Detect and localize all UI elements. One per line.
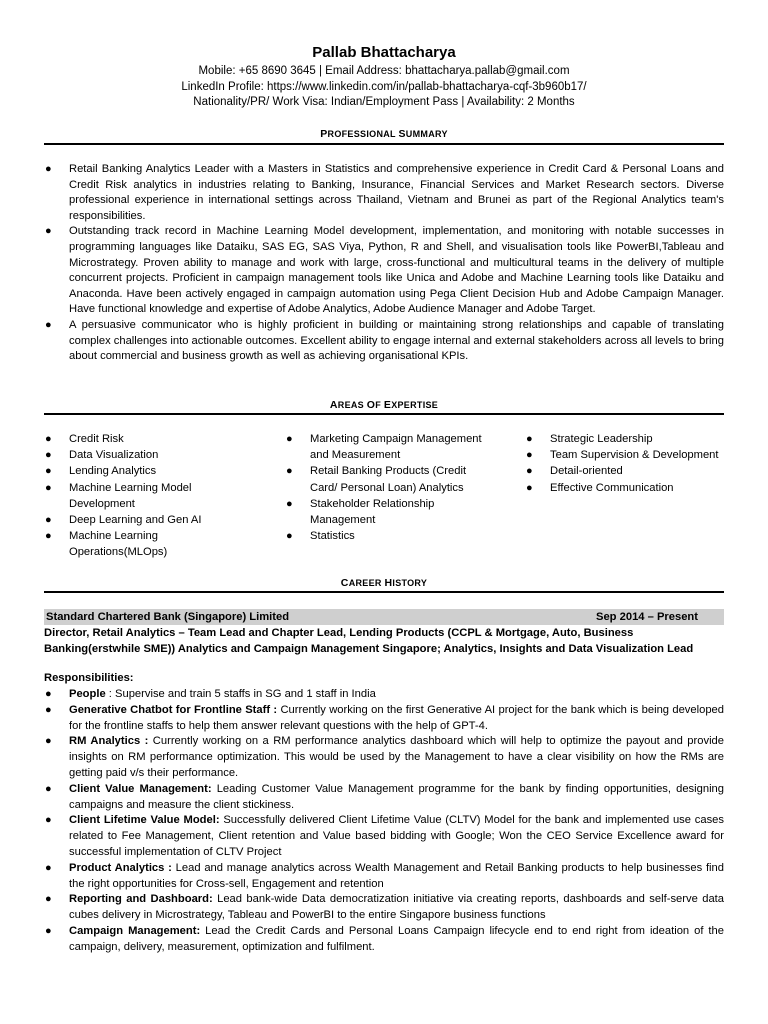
nationality-line: Nationality/PR/ Work Visa: Indian/Employment Pass | Availability: 2 Months	[193, 96, 575, 108]
expertise-column-3	[525, 431, 720, 496]
job-title: Director, Retail Analytics – Team Lead and Chapter Lead, Lending Products (CCPL & Mortgage, Auto, Business Banking(erstwhile SME)) Analytics and Campaign Management Singapore; Analytics, Insights and Data Visualization Lead	[44, 627, 694, 655]
employer-name: Standard Chartered Bank (Singapore) Limited	[46, 611, 290, 623]
expertise-item: ● Detail-oriented	[526, 465, 623, 478]
linkedin-line: LinkedIn Profile: https://www.linkedin.com/in/pallab-bhattacharya-cqf-3b960b17/	[181, 81, 587, 93]
contact-line: Mobile: +65 8690 3645 | Email Address: bhattacharya.pallab@gmail.com	[198, 65, 570, 77]
expertise-item: ● Lending Analytics	[45, 465, 157, 478]
expertise-item: ● Effective Communication	[526, 481, 674, 494]
expertise-divider	[44, 413, 724, 415]
responsibility-item: ● Campaign Management: Lead the Credit Cards and Personal Loans Campaign lifecycle end to end right from ideation of the campaign, delivery, measurement, optimization and fulfilment.	[45, 924, 724, 953]
summary-item: ● A persuasive communicator who is highly proficient in building or maintaining strong relationships and capable of translating complex challenges into actionable outcomes. Excellent ability to engage internal and external stakeholders across all levels to bring about commercial and business growth as well as achieving organisational KPIs.	[45, 318, 724, 363]
career-section-title: CAREER HISTORY	[340, 577, 428, 589]
expertise-item: ● Machine Learning Model Development	[45, 481, 192, 510]
expertise-column-2	[285, 431, 490, 544]
expertise-item: ● Marketing Campaign Management and Measurement	[286, 433, 482, 462]
responsibility-item: ● Product Analytics : Lead and manage analytics across Wealth Management and Retail Banking products to help businesses find the right opportunities for Cross-sell, Engagement and retention	[45, 861, 724, 890]
expertise-column-1	[44, 431, 244, 561]
expertise-item: ● Data Visualization	[45, 449, 159, 462]
responsibility-item: ● RM Analytics : Currently working on a RM performance analytics dashboard which will help to optimize the payout and provide insights on RM performance optimization. This would be used by the Management to have a clear visibility on how the RMs are getting paid v/s their performance.	[45, 735, 724, 779]
expertise-item: ● Credit Risk	[45, 433, 124, 445]
summary-divider	[44, 143, 724, 145]
expertise-item: ● Strategic Leadership	[526, 433, 653, 445]
expertise-item: ● Retail Banking Products (Credit Card/ Personal Loan) Analytics	[286, 465, 467, 494]
employment-dates: Sep 2014 – Present	[596, 611, 698, 623]
candidate-name: Pallab Bhattacharya	[312, 44, 456, 61]
expertise-item: ● Machine Learning Operations(MLOps)	[45, 530, 168, 559]
summary-item: ● Retail Banking Analytics Leader with a Masters in Statistics and comprehensive experience in Credit Card & Personal Loans and Credit Risk analytics in industries relating to Banking, Insurance, Financial Services and Market Research sectors. Diverse professional experience in international settings across Thailand, Vietnam and Brunei as part of the Regional Analytics team's responsibilities.	[45, 163, 724, 222]
expertise-item: ● Deep Learning and Gen AI	[45, 514, 202, 527]
career-divider	[44, 591, 724, 593]
responsibilities-list	[44, 687, 724, 956]
responsibility-item: ● People : Supervise and train 5 staffs in SG and 1 staff in India	[45, 688, 376, 700]
responsibility-item: ● Client Value Management: Leading Customer Value Management programme for the bank by finding opportunities, designing campaigns and measure the client stickiness.	[45, 782, 725, 811]
expertise-section-title: AREAS OF EXPERTISE	[329, 399, 439, 411]
expertise-item: ● Statistics	[286, 530, 355, 543]
summary-item: ● Outstanding track record in Machine Learning Model development, implementation, and monitoring with notable successes in programming languages like Dataiku, SAS EG, SAS Viya, Python, R and Shell, and visualisation tools like PowerBI,Tableau and Microstrategy. Proven ability to manage and work with large, cross-functional and multicultural teams in the delivery of multiple concurrent projects. Proficient in campaign management tools like Unica and Adobe and Machine Learning tools like Dataiku and Anaconda. Have been actively engaged in campaign automation using Pega Client Decision Hub and Adobe Campaign Manager. Have functional knowledge and expertise of Adobe Analytics, Adobe Audience Manager and Adobe Target.	[45, 225, 724, 316]
responsibilities-label: Responsibilities:	[44, 672, 134, 684]
employer-bar	[44, 609, 724, 625]
expertise-item: ● Stakeholder Relationship Management	[286, 497, 435, 527]
responsibility-item: ● Reporting and Dashboard: Lead bank-wide Data democratization initiative via creating reports, dashboards and self-serve data cubes delivery in Microstrategy, Tableau and PowerBI to the entire Singapore business functions	[45, 893, 724, 922]
summary-section-title: PROFESSIONAL SUMMARY	[320, 128, 448, 140]
expertise-item: ● Team Supervision & Development	[526, 449, 719, 462]
responsibility-item: ● Client Lifetime Value Model: Successfully delivered Client Lifetime Value (CLTV) Model for the bank and implemented use cases related to Fee Management, Client retention and Value based bidding with Google; Won the CEO Service Excellence award for successful implementation of CLTV Project	[45, 814, 724, 858]
responsibility-item: ● Generative Chatbot for Frontline Staff : Currently working on the first Generative AI project for the bank which is being developed for the frontline staffs to help them answer relevant questions with the help of GPT-4.	[45, 703, 724, 732]
summary-list	[44, 162, 724, 365]
